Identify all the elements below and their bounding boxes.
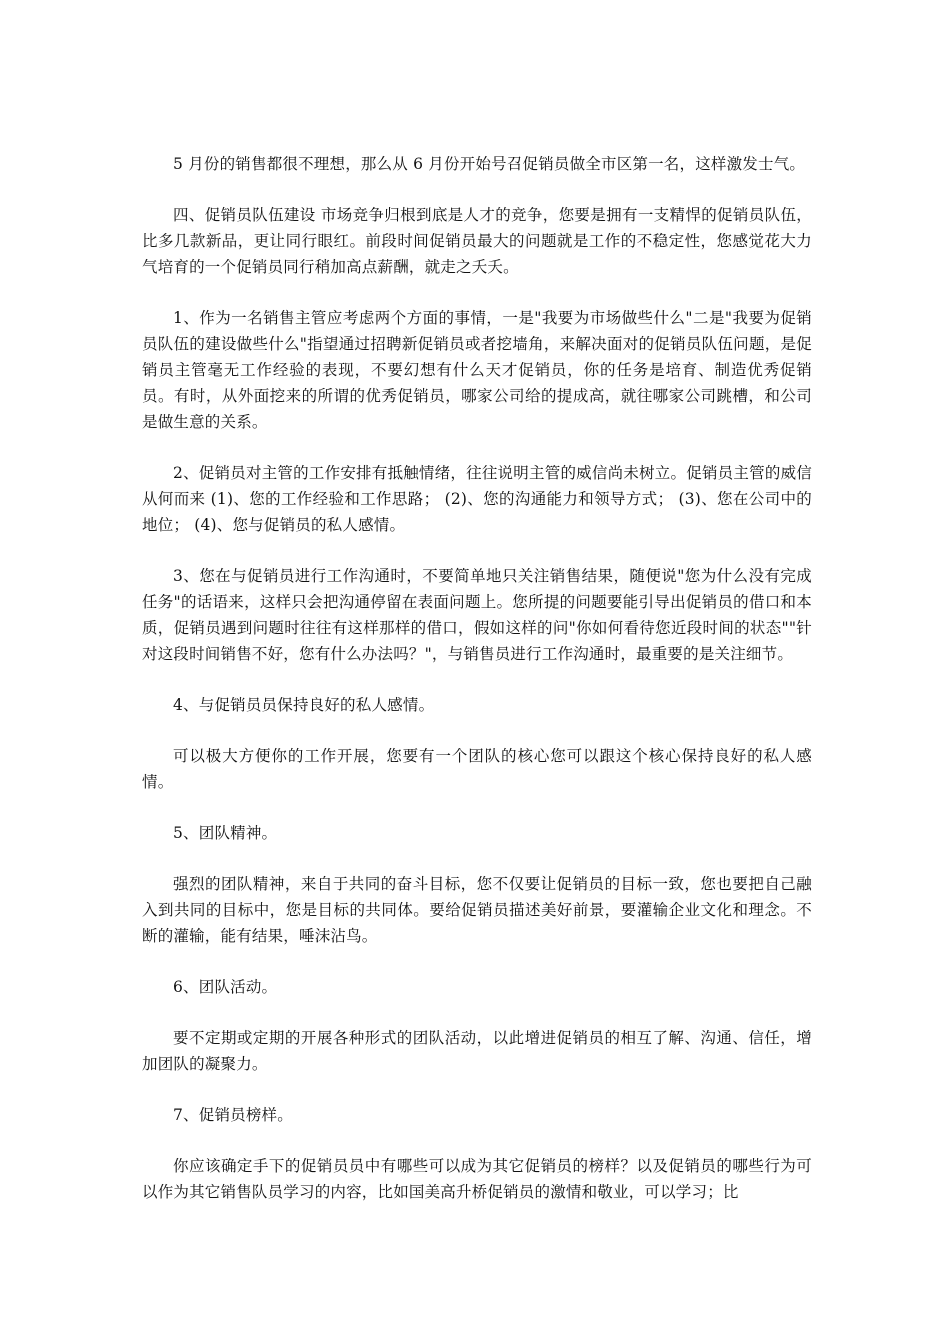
paragraph-team-building-intro: 四、促销员队伍建设 市场竞争归根到底是人才的竞争，您要是拥有一支精悍的促销员队伍，比多几款新品，更让同行眼红。前段时间促销员最大的问题就是工作的不稳定性，您感觉花大力气培育的一个促销员同行稍加高点薪酬，就走之夭夭。	[142, 206, 812, 276]
heading-point-5: 5、团队精神。	[173, 824, 278, 842]
heading-point-7: 7、促销员榜样。	[173, 1106, 293, 1124]
paragraph-point-4-body: 可以极大方便你的工作开展，您要有一个团队的核心您可以跟这个核心保持良好的私人感情。	[142, 747, 812, 791]
heading-point-4: 4、与促销员员保持良好的私人感情。	[173, 696, 435, 714]
heading-point-6: 6、团队活动。	[173, 978, 278, 996]
paragraph-point-1: 1、作为一名销售主管应考虑两个方面的事情，一是"我要为市场做些什么"二是"我要为促销员队伍的建设做些什么"指望通过招聘新促销员或者挖墙角，来解决面对的促销员队伍问题，是促销员主管毫无工作经验的表现，不要幻想有什么天才促销员，你的任务是培育、制造优秀促销员。有时，从外面挖来的所谓的优秀促销员，哪家公司给的提成高，就往哪家公司跳槽，和公司是做生意的关系。	[142, 309, 812, 431]
paragraph-point-3: 3、您在与促销员进行工作沟通时，不要简单地只关注销售结果，随便说"您为什么没有完成任务"的话语来，这样只会把沟通停留在表面问题上。您所提的问题要能引导出促销员的借口和本质，促销员遇到问题时往往有这样那样的借口，假如这样的问"你如何看待您近段时间的状态""针对这段时间销售不好，您有什么办法吗？"，与销售员进行工作沟通时，最重要的是关注细节。	[142, 567, 812, 663]
document-body	[142, 151, 812, 1230]
paragraph-point-6-body: 要不定期或定期的开展各种形式的团队活动，以此增进促销员的相互了解、沟通、信任，增加团队的凝聚力。	[142, 1029, 812, 1073]
paragraph-point-2: 2、促销员对主管的工作安排有抵触情绪，往往说明主管的威信尚未树立。促销员主管的威信从何而来 (1)、您的工作经验和工作思路； (2)、您的沟通能力和领导方式； (3)、您在公司中的地位； (4)、您与促销员的私人感情。	[142, 464, 812, 534]
paragraph-point-5-body: 强烈的团队精神，来自于共同的奋斗目标，您不仅要让促销员的目标一致，您也要把自己融入到共同的目标中，您是目标的共同体。要给促销员描述美好前景，要灌输企业文化和理念。不断的灌输，能有结果，唾沫沾鸟。	[142, 875, 812, 945]
paragraph-sales-motivation: 5 月份的销售都很不理想，那么从 6 月份开始号召促销员做全市区第一名，这样激发士气。	[173, 155, 806, 173]
paragraph-point-7-body: 你应该确定手下的促销员员中有哪些可以成为其它促销员的榜样？以及促销员的哪些行为可以作为其它销售队员学习的内容，比如国美高升桥促销员的激情和敬业，可以学习；比	[142, 1157, 812, 1201]
